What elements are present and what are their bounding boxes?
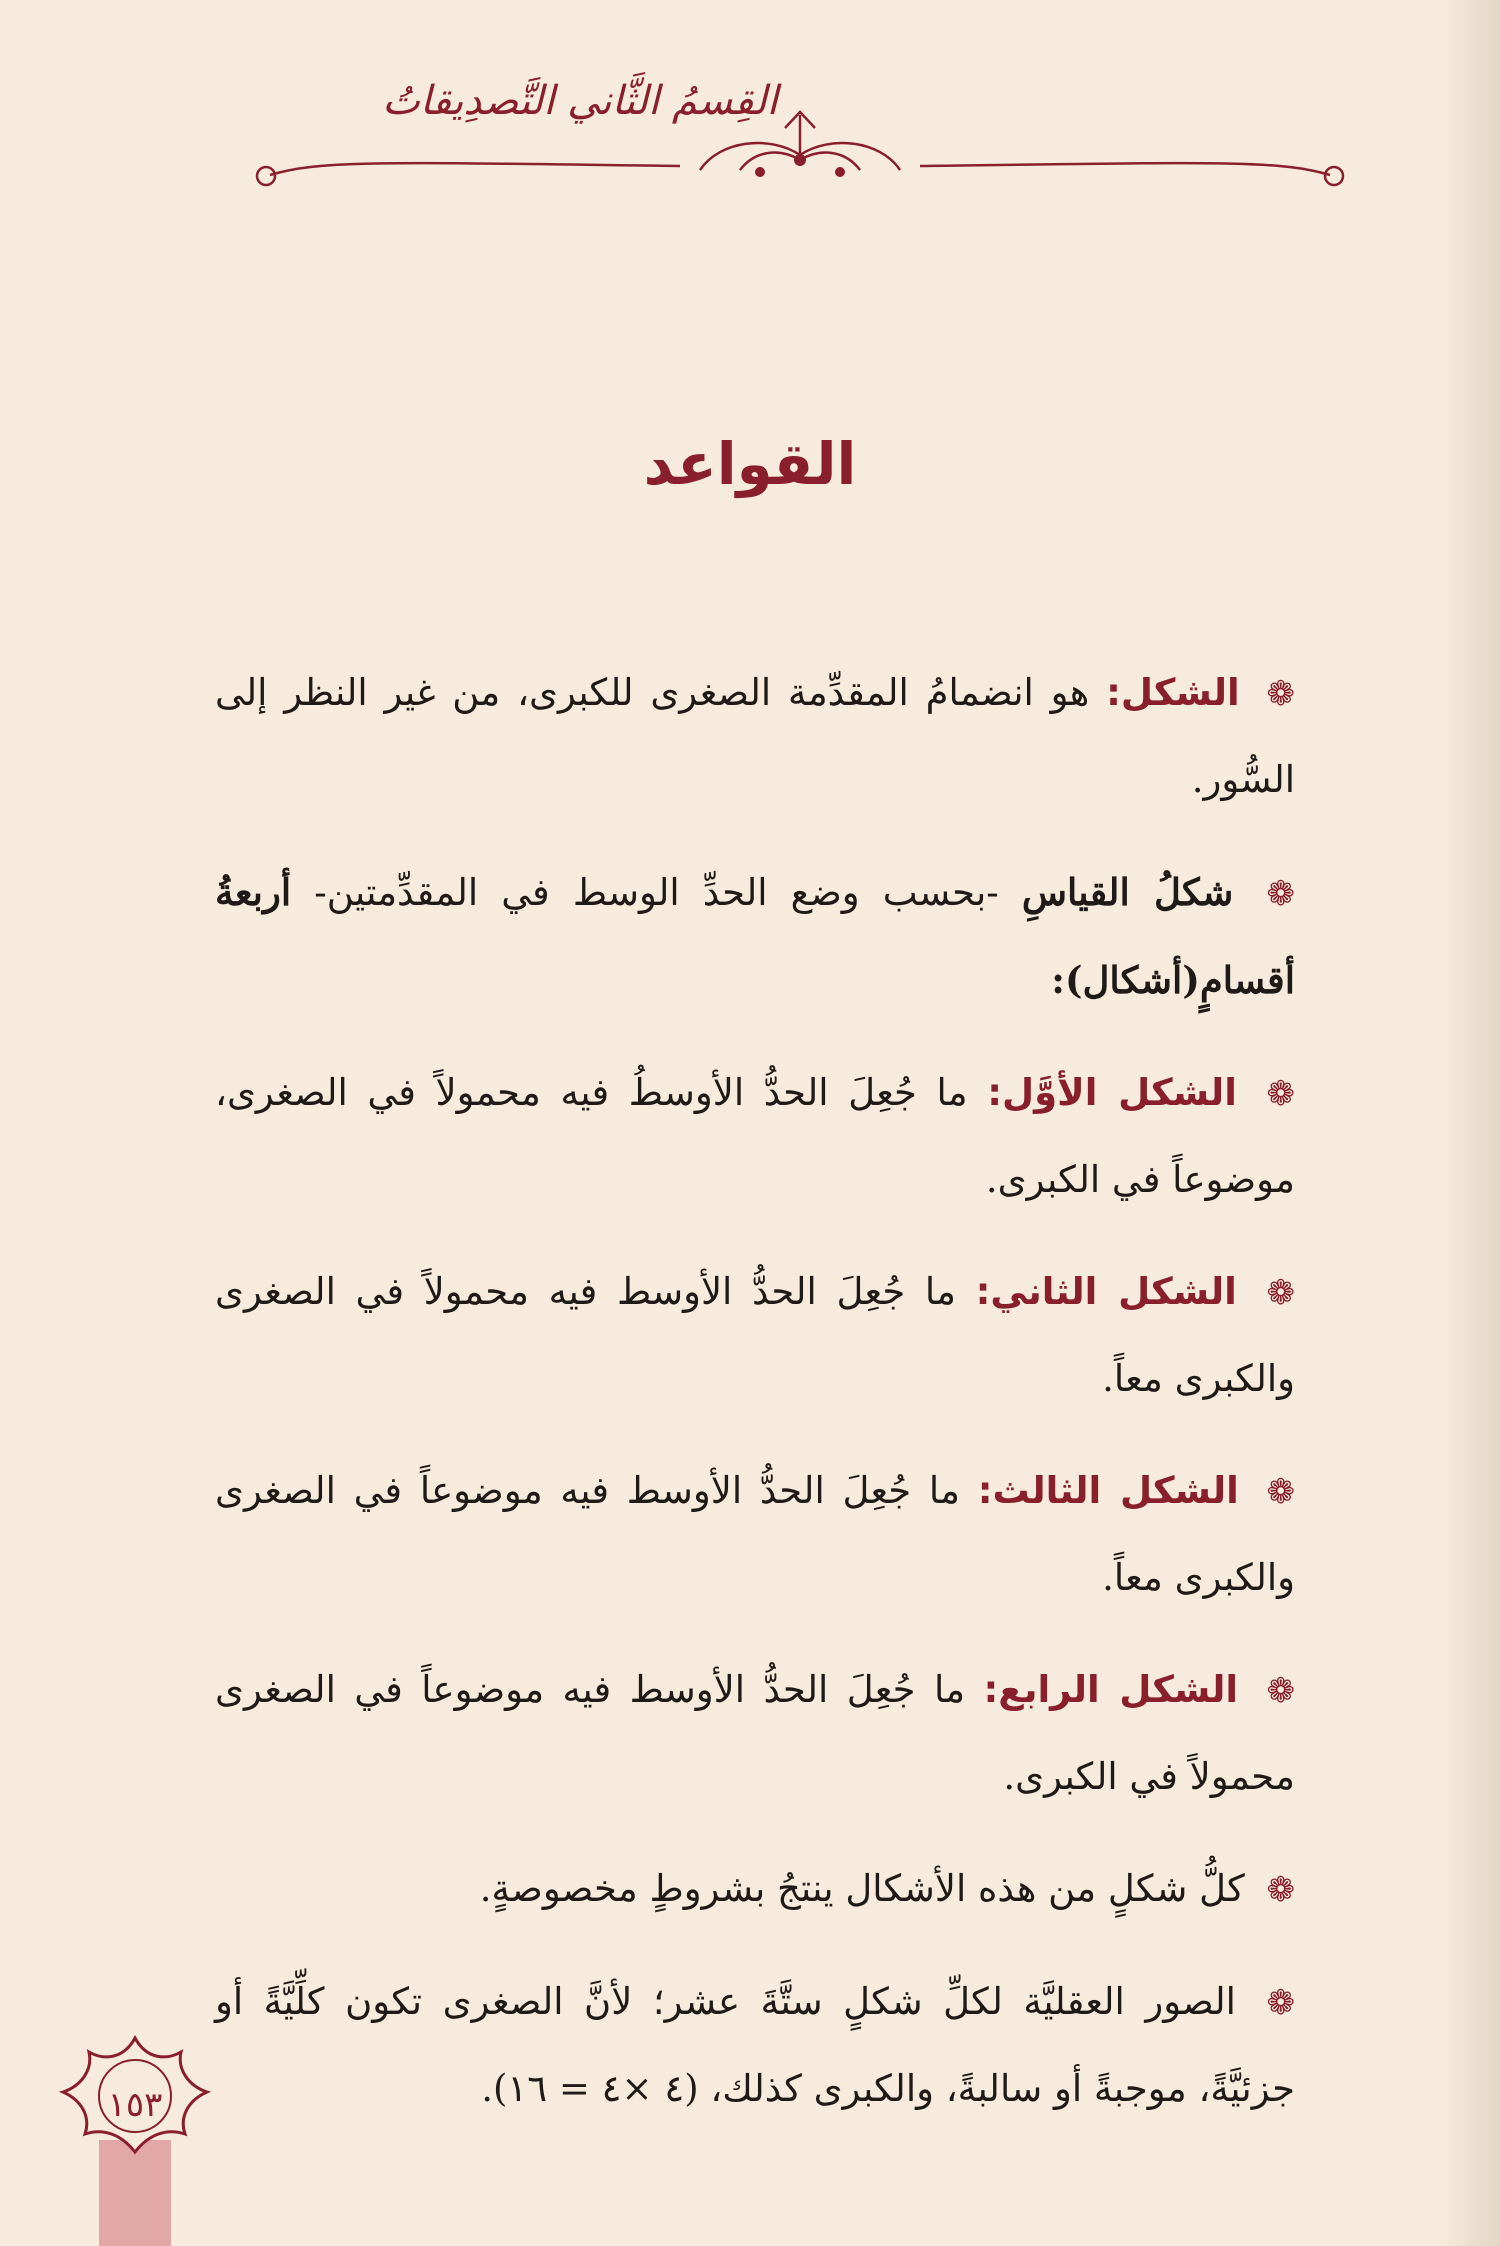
term-label: شكلُ القياسِ [1021,870,1234,914]
rosette-bullet-icon: ❁ [1266,1870,1295,1910]
paragraph-text: ما جُعِلَ الحدُّ الأوسط فيه موضوعاً في الصغرى محمولاً في الكبرى. [215,1668,1295,1798]
paragraph-text: -بحسب وضع الحدِّ الوسط في المقدِّمتين- [314,871,999,914]
rosette-bullet-icon: ❁ [1266,874,1295,914]
term-label: الشكل الأوَّل: [987,1071,1237,1114]
rosette-bullet-icon: ❁ [1266,1983,1295,2023]
term-label: الشكل الثالث: [977,1469,1239,1512]
paragraph-syllogism-shapes [215,849,1295,1024]
paragraph-conditions [215,1846,1295,1933]
rosette-bullet-icon: ❁ [1266,1074,1295,1114]
section-title: القواعد [643,430,857,498]
page-number: ١٥٣ [107,2085,163,2125]
ornamental-page-badge-icon [55,2030,215,2246]
term-label: الشكل: [1106,671,1240,714]
rules-content [215,650,1295,2158]
paragraph-text: الصور العقليَّة لكلِّ شكلٍ ستَّةَ عشر؛ لأنَّ الصغرى تكون كلِّيَّةً أو جزئيَّةً، موجبةً أو سالبةً، والكبرى كذلك، (٤ ×٤ = ١٦). [215,1980,1295,2110]
paragraph-first-figure [215,1050,1295,1223]
gutter-shadow [1440,0,1500,2246]
paragraph-shape-definition [215,650,1295,823]
paragraph-text: ما جُعِلَ الحدُّ الأوسط فيه موضوعاً في الصغرى والكبرى معاً. [215,1469,1295,1599]
term-label: الشكل الثاني: [975,1270,1237,1313]
rosette-bullet-icon: ❁ [1266,674,1295,714]
paragraph-third-figure [215,1448,1295,1621]
paragraph-text: كلُّ شكلٍ من هذه الأشكال ينتجُ بشروطٍ مخصوصةٍ. [479,1867,1245,1910]
floral-ornament-icon [240,100,1360,210]
paragraph-second-figure [215,1249,1295,1422]
paragraph-text: ما جُعِلَ الحدُّ الأوسطُ فيه محمولاً في الصغرى، موضوعاً في الكبرى. [215,1071,1295,1201]
emphasis-text: أربعةُ أقسامٍ(أشكال): [215,870,1295,1002]
rosette-bullet-icon: ❁ [1266,1671,1296,1711]
paragraph-rational-forms [215,1959,1295,2132]
paragraph-fourth-figure [215,1647,1295,1820]
rosette-bullet-icon: ❁ [1266,1273,1295,1313]
term-label: الشكل الرابع: [983,1668,1239,1711]
paragraph-text: هو انضمامُ المقدِّمة الصغرى للكبرى، من غير النظر إلى السُّور. [215,671,1295,801]
paragraph-text: ما جُعِلَ الحدُّ الأوسط فيه محمولاً في الصغرى والكبرى معاً. [215,1270,1295,1400]
running-head: القِسمُ الثَّاني التَّصدِيقاتُ [382,78,778,124]
rosette-bullet-icon: ❁ [1266,1472,1296,1512]
